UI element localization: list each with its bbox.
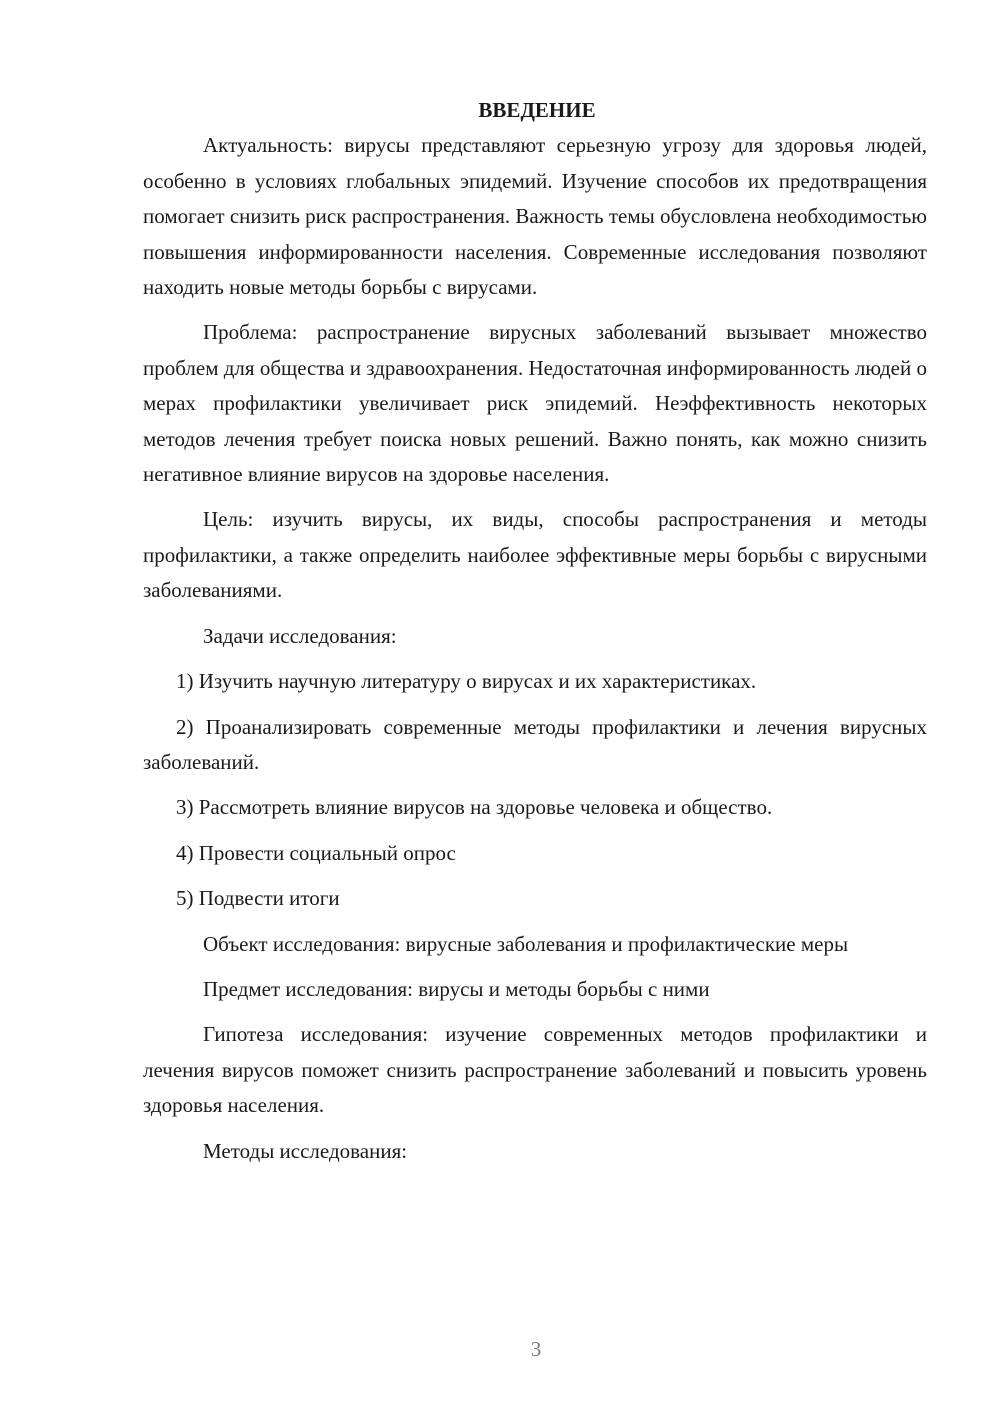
list-item: 5) Подвести итоги: [176, 886, 340, 911]
paragraph-hypothesis: Гипотеза исследования: изучение современных методов профилактики и лечения вирусов поможет снизить распространение заболеваний и повысить уровень здоровья населения.: [143, 1022, 927, 1118]
page-number: 3: [530, 1337, 542, 1361]
paragraph-tasks-title: Задачи исследования:: [203, 623, 397, 648]
paragraph-methods-title: Методы исследования:: [203, 1138, 408, 1163]
paragraph-goal: Цель: изучить вирусы, их виды, способы распространения и методы профилактики, а также определить наиболее эффективные меры борьбы с вирусными заболеваниями.: [143, 507, 927, 603]
page-content: [143, 93, 927, 1179]
section-heading: ВВЕДЕНИЕ: [478, 98, 596, 122]
list-item: 1) Изучить научную литературу о вирусах и их характеристиках.: [176, 669, 757, 694]
paragraph-subject: Предмет исследования: вирусы и методы борьбы с ними: [203, 976, 710, 1001]
task-list: [143, 664, 927, 916]
paragraph-object: Объект исследования: вирусные заболевания и профилактические меры: [203, 931, 849, 956]
list-item: 4) Провести социальный опрос: [176, 840, 456, 865]
paragraph-problem: Проблема: распространение вирусных заболеваний вызывает множество проблем для общества и здравоохранения. Недостаточная информированность людей о мерах профилактики увеличивает риск эпидемий. Неэффективность некоторых методов лечения требует поиска новых решений. Важно понять, как можно снизить негативное влияние вирусов на здоровье населения.: [143, 320, 927, 487]
list-item: 2) Проанализировать современные методы профилактики и лечения вирусных заболеваний.: [143, 714, 927, 774]
list-item: 3) Рассмотреть влияние вирусов на здоровье человека и общество.: [176, 795, 773, 820]
paragraph-relevance: Актуальность: вирусы представляют серьезную угрозу для здоровья людей, особенно в условиях глобальных эпидемий. Изучение способов их предотвращения помогает снизить риск распространения. Важность темы обусловлена необходимостью повышения информированности населения. Современные исследования позволяют находить новые методы борьбы с вирусами.: [143, 133, 927, 300]
